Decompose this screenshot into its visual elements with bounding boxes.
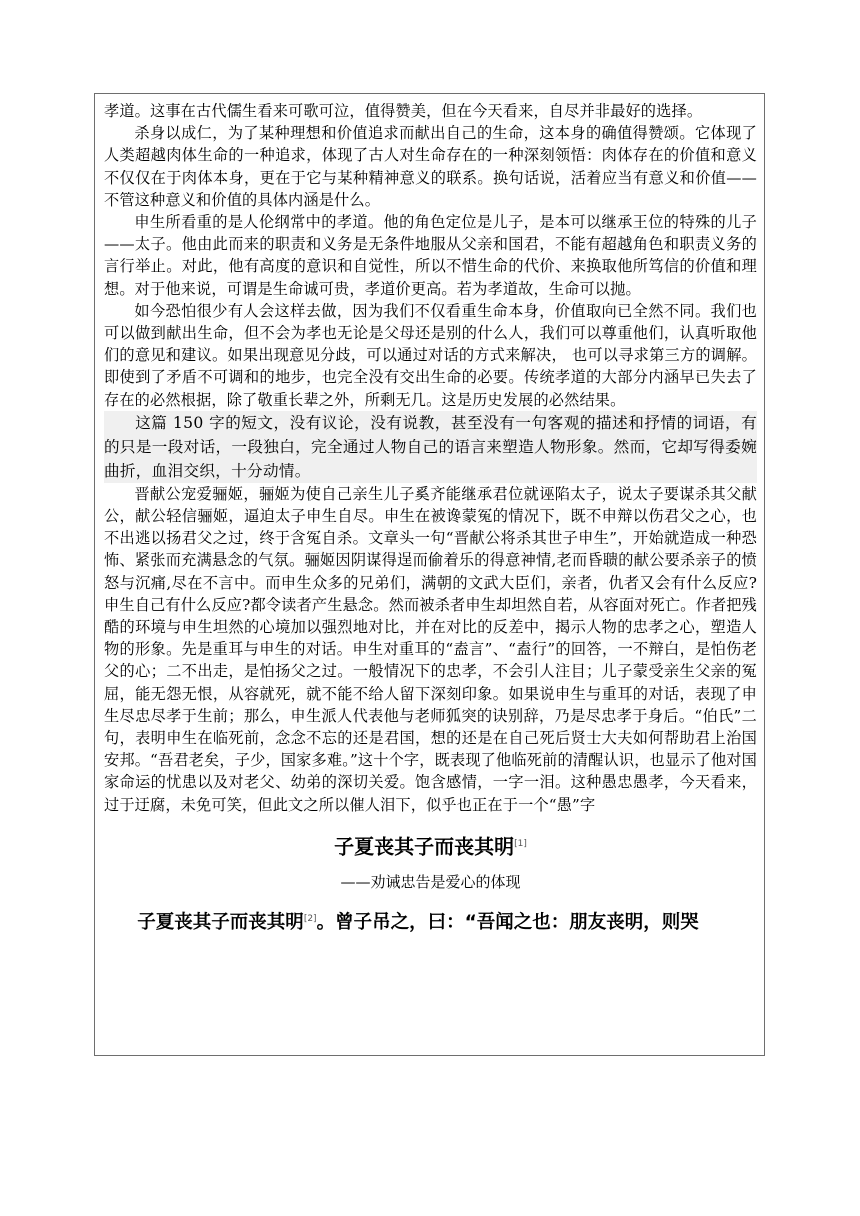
lead-text: 子夏丧其子而丧其明 xyxy=(137,911,304,933)
content-frame xyxy=(94,93,765,1056)
paragraph-sacrifice: 杀身以成仁，为了某种理想和价值追求而献出自己的生命，这本身的确值得赞颂。它体现了人类超越肉体生命的一种追求，体现了古人对生命存在的一种深刻领悟：肉体存在的价值和意义不仅仅在于肉体本身，更在于它与某种精神意义的联系。换句话说，活着应当有意义和价值——不管这种意义和价值的具体内涵是什么。 xyxy=(104,124,757,209)
section-subtitle: ——劝诫忠告是爱心的体现 xyxy=(340,872,521,891)
paragraph-modern-view: 如今恐怕很少有人会这样去做，因为我们不仅看重生命本身，价值取向已全然不同。我们也可以做到献出生命，但不会为孝也无论是父母还是别的什么人，我们可以尊重他们，认真听取他们的意见和建议。如果出现意见分歧，可以通过对话的方式来解决， 也可以寻求第三方的调解。即使到了矛盾不可调和的地步，也完全没有交出生命的必要。传统孝道的大部分内涵早已失去了存在的必然根据，除了敬重长辈之外，所剩无几。这是历史发展的必然结果。 xyxy=(104,301,757,409)
lead-text-cont: 。曾子吊之，曰：“吾闻之也：朋友丧明，则哭 xyxy=(316,911,699,933)
classical-text-lead xyxy=(104,905,757,937)
document-body xyxy=(104,100,757,937)
footnote-ref[interactable]: [1] xyxy=(514,838,527,849)
paragraph-continuation: 孝道。这事在古代儒生看来可歌可泣，值得赞美，但在今天看来，自尽并非最好的选择。 xyxy=(104,102,703,120)
footnote-ref[interactable]: [2] xyxy=(303,913,317,924)
section-title-text: 子夏丧其子而丧其明 xyxy=(334,834,515,859)
paragraph-highlighted-summary: 这篇 150 字的短文，没有议论，没有说教，甚至没有一句客观的描述和抒情的词语，有的只是一段对话，一段独白，完全通过人物自己的语言来塑造人物形象。然而，它却写得委婉曲折，血泪交织，十分动情。 xyxy=(104,411,757,483)
section-title xyxy=(104,830,757,861)
paragraph-analysis: 晋献公宠爱骊姬，骊姬为使自己亲生儿子奚齐能继承君位就诬陷太子，说太子要谋杀其父献公，献公轻信骊姬，逼迫太子申生自尽。申生在被谗蒙冤的情况下，既不申辩以伤君父之心，也不出逃以扬君父之过，终于含冤自杀。文章头一句“晋献公将杀其世子申生”，开始就造成一种恐怖、紧张而充满悬念的气氛。骊姬因阴谋得逞而偷着乐的得意神情,老而昏聩的献公要杀亲子的愤怒与沉痛,尽在不言中。而申生众多的兄弟们，满朝的文武大臣们，亲者，仇者又会有什么反应?申生自己有什么反应?都令读者产生悬念。然而被杀者申生却坦然自若，从容面对死亡。作者把残酷的环境与申生坦然的心境加以强烈地对比，并在对比的反差中，揭示人物的忠孝之心，塑造人物的形象。先是重耳与申生的对话。申生对重耳的“盍言”、“盍行”的回答，一不辩白，是怕伤老父的心；二不出走，是怕扬父之过。一般情况下的忠孝，不会引人注目；儿子蒙受亲生父亲的冤屈，能无怨无恨，从容就死，就不能不给人留下深刻印象。如果说申生与重耳的对话，表现了申生尽忠尽孝于生前；那么，申生派人代表他与老师狐突的诀别辞，乃是尽忠孝于身后。“伯氏”二句，表明申生在临死前，念念不忘的还是君国，想的还是在自己死后贤士大夫如何帮助君上治国安邦。“吾君老矣，子少，国家多难。”这十个字，既表现了他临死前的清醒认识，也显示了他对国家命运的忧患以及对老父、幼弟的深切关爱。饱含感情，一字一泪。这种愚忠愚孝，今天看来，过于迂腐，未免可笑，但此文之所以催人泪下，似乎也正在于一个“愚”字 xyxy=(104,484,757,814)
paragraph-shensheng-filial: 申生所看重的是人伦纲常中的孝道。他的角色定位是儿子，是本可以继承王位的特殊的儿子——太子。他由此而来的职责和义务是无条件地服从父亲和国君，不能有超越角色和职责义务的言行举止。对此，他有高度的意识和自觉性，所以不惜生命的代价、来换取他所笃信的价值和理想。对于他来说，可谓是生命诚可贵，孝道价更高。若为孝道故，生命可以抛。 xyxy=(104,213,757,298)
